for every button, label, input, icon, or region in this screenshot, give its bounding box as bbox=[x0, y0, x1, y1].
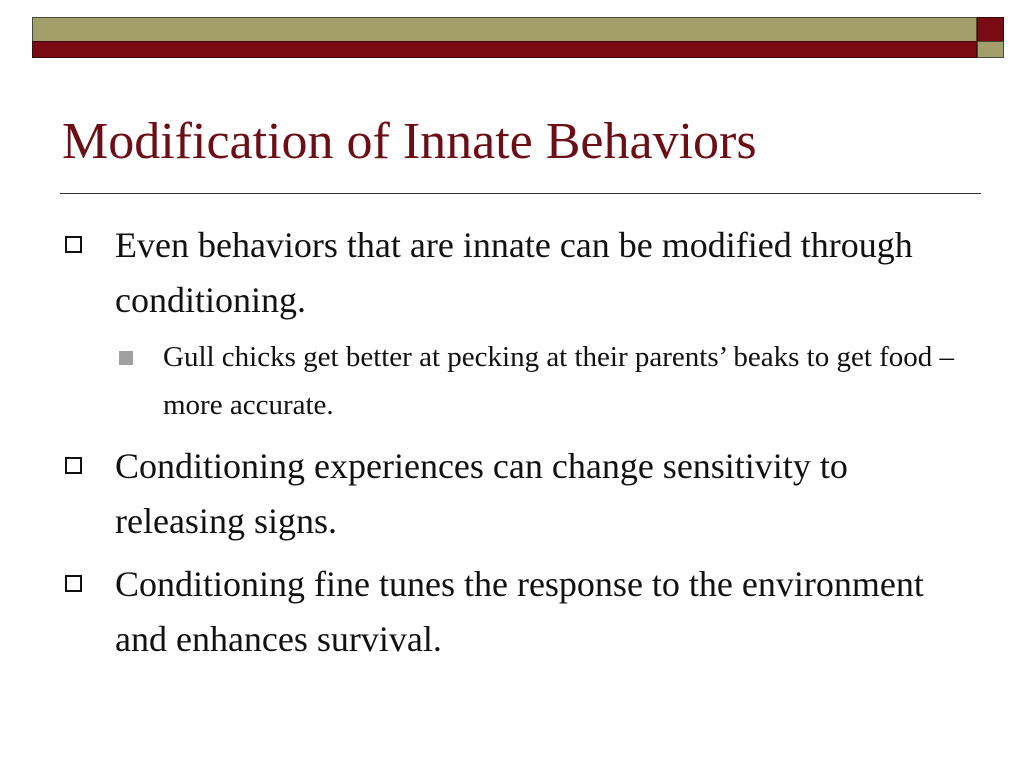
bullet-list bbox=[62, 218, 982, 675]
sub-bullet-item bbox=[62, 333, 982, 429]
header-corner-olive bbox=[977, 41, 1004, 58]
header-corner-red bbox=[977, 17, 1004, 42]
bullet-text: Even behaviors that are innate can be modified through conditioning. bbox=[115, 225, 913, 320]
title-divider bbox=[60, 193, 981, 194]
sub-bullet-text: Gull chicks get better at pecking at their parents’ beaks to get food – more accurate. bbox=[163, 341, 955, 421]
bullet-text: Conditioning experiences can change sensitivity to releasing signs. bbox=[115, 446, 848, 541]
header-band-olive bbox=[32, 17, 977, 42]
slide-title: Modification of Innate Behaviors bbox=[62, 113, 757, 170]
header-band-red bbox=[32, 41, 977, 58]
bullet-item bbox=[62, 557, 982, 667]
hollow-square-icon bbox=[65, 575, 82, 592]
filled-square-icon bbox=[119, 351, 133, 365]
bullet-item bbox=[62, 218, 982, 328]
hollow-square-icon bbox=[65, 236, 82, 253]
bullet-text: Conditioning fine tunes the response to the environment and enhances survival. bbox=[115, 564, 924, 659]
bullet-item bbox=[62, 439, 982, 549]
hollow-square-icon bbox=[65, 457, 82, 474]
